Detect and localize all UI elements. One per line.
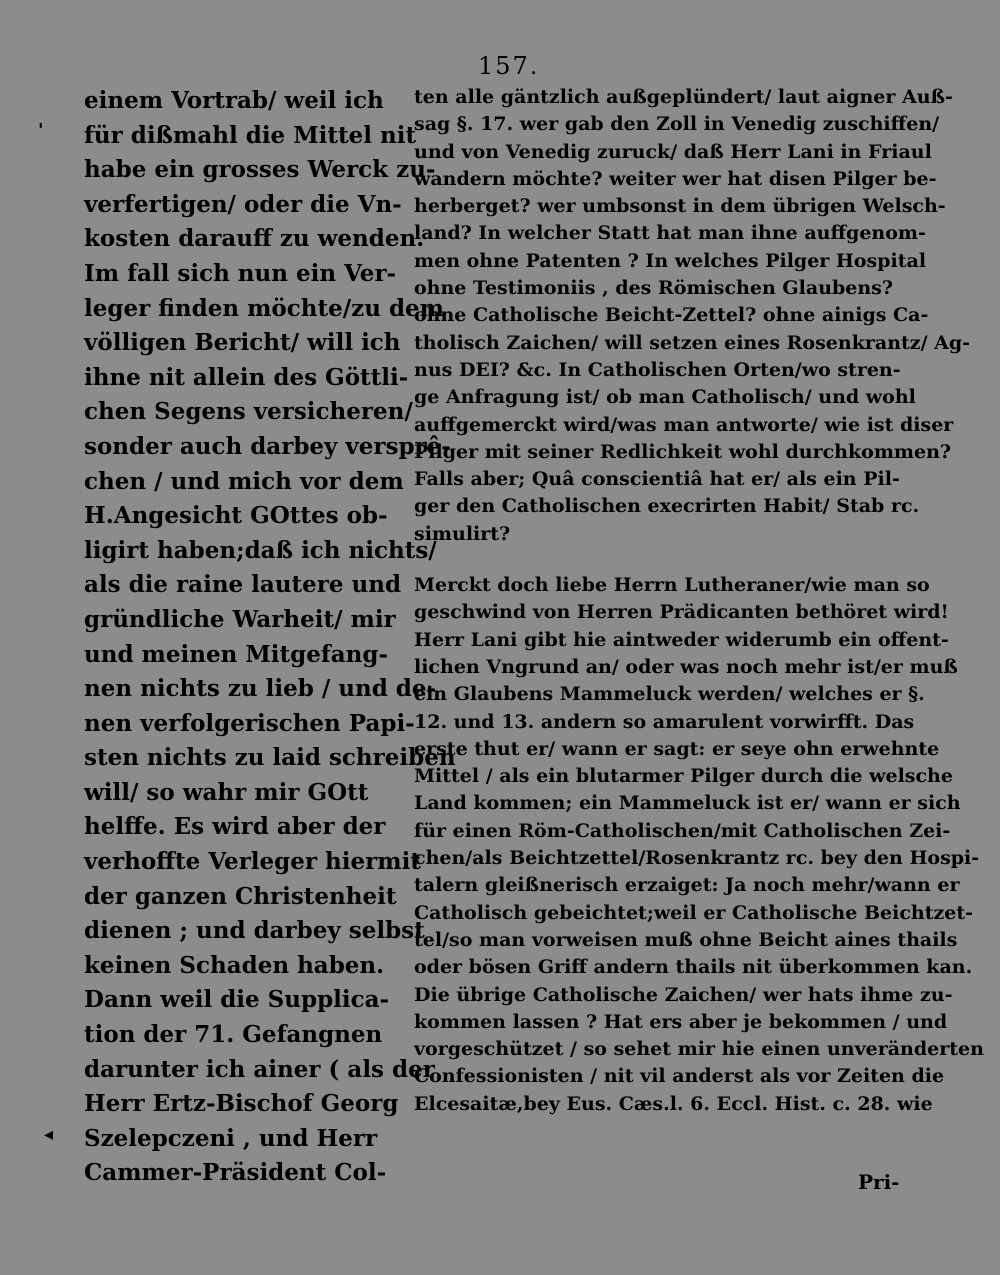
text-line: für einen Röm-Catholischen/mit Catholischen Zei- [414, 819, 951, 842]
text-line: keinen Schaden haben. [84, 951, 385, 979]
text-line: sonder auch darbey versprê- [84, 432, 451, 460]
text-line: ohne Catholische Beicht-Zettel? ohne ainigs Ca- [414, 304, 929, 327]
text-line: Im fall sich nun ein Ver- [84, 259, 397, 287]
text-line: als die raine lautere und [84, 571, 402, 599]
text-line: Confessionisten / nit vil anderst als vor Zeiten die [414, 1065, 945, 1088]
text-line: Mittel / als ein blutarmer Pilger durch die welsche [414, 765, 953, 788]
text-line: Herr Lani gibt hie aintweder widerumb ein offent- [414, 628, 949, 651]
text-line: geschwind von Herren Prädicanten bethöret wird! [414, 601, 949, 624]
text-line: ohne Testimoniis , des Römischen Glaubens? [414, 277, 893, 300]
text-line: ten alle gäntzlich außgeplündert/ laut aigner Auß- [414, 86, 953, 108]
text-line: Elcesaitæ,bey Eus. Cæs.l. 6. Eccl. Hist. c. 28. wie [414, 1092, 933, 1115]
text-line: und meinen Mitgefang- [84, 640, 389, 668]
catchword: Pri- [858, 1170, 900, 1194]
text-line: Cammer-Präsident Col- [84, 1159, 387, 1187]
text-line: ihne nit allein des Göttli- [84, 363, 409, 391]
text-line: tel/so man vorweisen muß ohne Beicht aines thails [414, 928, 958, 951]
text-line: Catholisch gebeichtet;weil er Catholische Beichtzet- [414, 901, 974, 924]
text-line: talern gleißnerisch erzaiget: Ja noch mehr/wann er [414, 874, 960, 897]
text-line: einem Vortrab/ weil ich [84, 87, 384, 114]
text-line: herberget? wer umbsonst in dem übrigen Welsch- [414, 195, 946, 218]
text-line: und von Venedig zuruck/ daß Herr Lani in Friaul [414, 140, 932, 163]
text-line: Dann weil die Supplica- [84, 986, 390, 1014]
page-number: 157. [478, 52, 540, 80]
text-line: völligen Bericht/ will ich [84, 329, 401, 357]
text-line: nus DEI? &c. In Catholischen Orten/wo stren- [414, 358, 901, 381]
text-line: tholisch Zaichen/ will setzen eines Rosenkrantz/ Ag- [414, 331, 971, 354]
text-line: men ohne Patenten ? In welches Pilger Hospital [414, 249, 927, 272]
text-line: nen verfolgerischen Papi- [84, 709, 415, 737]
text-line: kosten darauff zu wenden. [84, 225, 425, 253]
text-line: chen / und mich vor dem [84, 467, 404, 495]
margin-mark: ◂ [44, 1124, 54, 1145]
text-line: gründliche Warheit/ mir [84, 605, 396, 633]
text-line: ger den Catholischen execrirten Habit/ Stab rc. [414, 495, 920, 518]
text-line: helffe. Es wird aber der [84, 813, 386, 841]
text-line: ge Anfragung ist/ ob man Catholisch/ und wohl [414, 386, 916, 409]
text-line: ligirt haben;daß ich nichts/ [84, 536, 437, 564]
text-line: Falls aber; Quâ conscientiâ hat er/ als ein Pil- [414, 468, 900, 491]
text-line: erste thut er/ wann er sagt: er seye ohn erwehnte [414, 737, 940, 760]
text-line: Herr Ertz-Bischof Georg [84, 1090, 399, 1118]
text-line: lichen Vngrund an/ oder was noch mehr ist/er muß [414, 655, 958, 678]
text-line: land? In welcher Statt hat man ihne auffgenom- [414, 222, 926, 245]
text-line: ein Glaubens Mammeluck werden/ welches er §. [414, 683, 925, 706]
right-column [414, 84, 984, 1118]
text-line: sag §. 17. wer gab den Zoll in Venedig zuschiffen/ [414, 113, 940, 136]
text-line: dienen ; und darbey selbst [84, 917, 425, 945]
text-line: verfertigen/ oder die Vn- [84, 190, 402, 218]
text-line: für dißmahl die Mittel nit [84, 121, 417, 149]
text-line: Pilger mit seiner Redlichkeit wohl durchkommen? [414, 440, 952, 463]
text-line: wandern möchte? weiter wer hat disen Pilger be- [414, 167, 937, 190]
left-column [84, 84, 456, 1191]
text-line: Land kommen; ein Mammeluck ist er/ wann er sich [414, 792, 961, 815]
text-line: chen Segens versicheren/ [84, 398, 413, 426]
text-line: sten nichts zu laid schreiben [84, 744, 456, 772]
margin-mark: ' [38, 120, 44, 141]
text-line: der ganzen Christenheit [84, 882, 397, 910]
text-line: Die übrige Catholische Zaichen/ wer hats ihme zu- [414, 983, 953, 1006]
text-line: simulirt? [414, 522, 511, 545]
text-line: tion der 71. Gefangnen [84, 1021, 383, 1049]
text-line: habe ein grosses Werck zu- [84, 156, 436, 184]
text-line: kommen lassen ? Hat ers aber je bekommen / und [414, 1010, 948, 1033]
text-line: verhoffte Verleger hiermit [84, 848, 421, 876]
text-line: 12. und 13. andern so amarulent vorwirfft. Das [414, 710, 915, 733]
text-line: Szelepczeni , und Herr [84, 1124, 378, 1152]
text-line: chen/als Beichtzettel/Rosenkrantz rc. bey den Hospi- [414, 847, 980, 870]
text-line: nen nichts zu lieb / und de- [84, 675, 437, 703]
text-line: oder bösen Griff andern thails nit überkommen kan. [414, 956, 973, 979]
text-line: vorgeschützet / so sehet mir hie einen unveränderten [414, 1038, 984, 1061]
text-line: H.Angesicht GOttes ob- [84, 502, 388, 530]
text-line: Merckt doch liebe Herrn Lutheraner/wie man so [414, 574, 930, 597]
text-line: darunter ich ainer ( als der [84, 1055, 435, 1083]
text-line: will/ so wahr mir GOtt [84, 778, 369, 806]
text-line: auffgemerckt wird/was man antworte/ wie ist diser [414, 413, 954, 436]
text-line: leger finden möchte/zu dem [84, 294, 445, 322]
